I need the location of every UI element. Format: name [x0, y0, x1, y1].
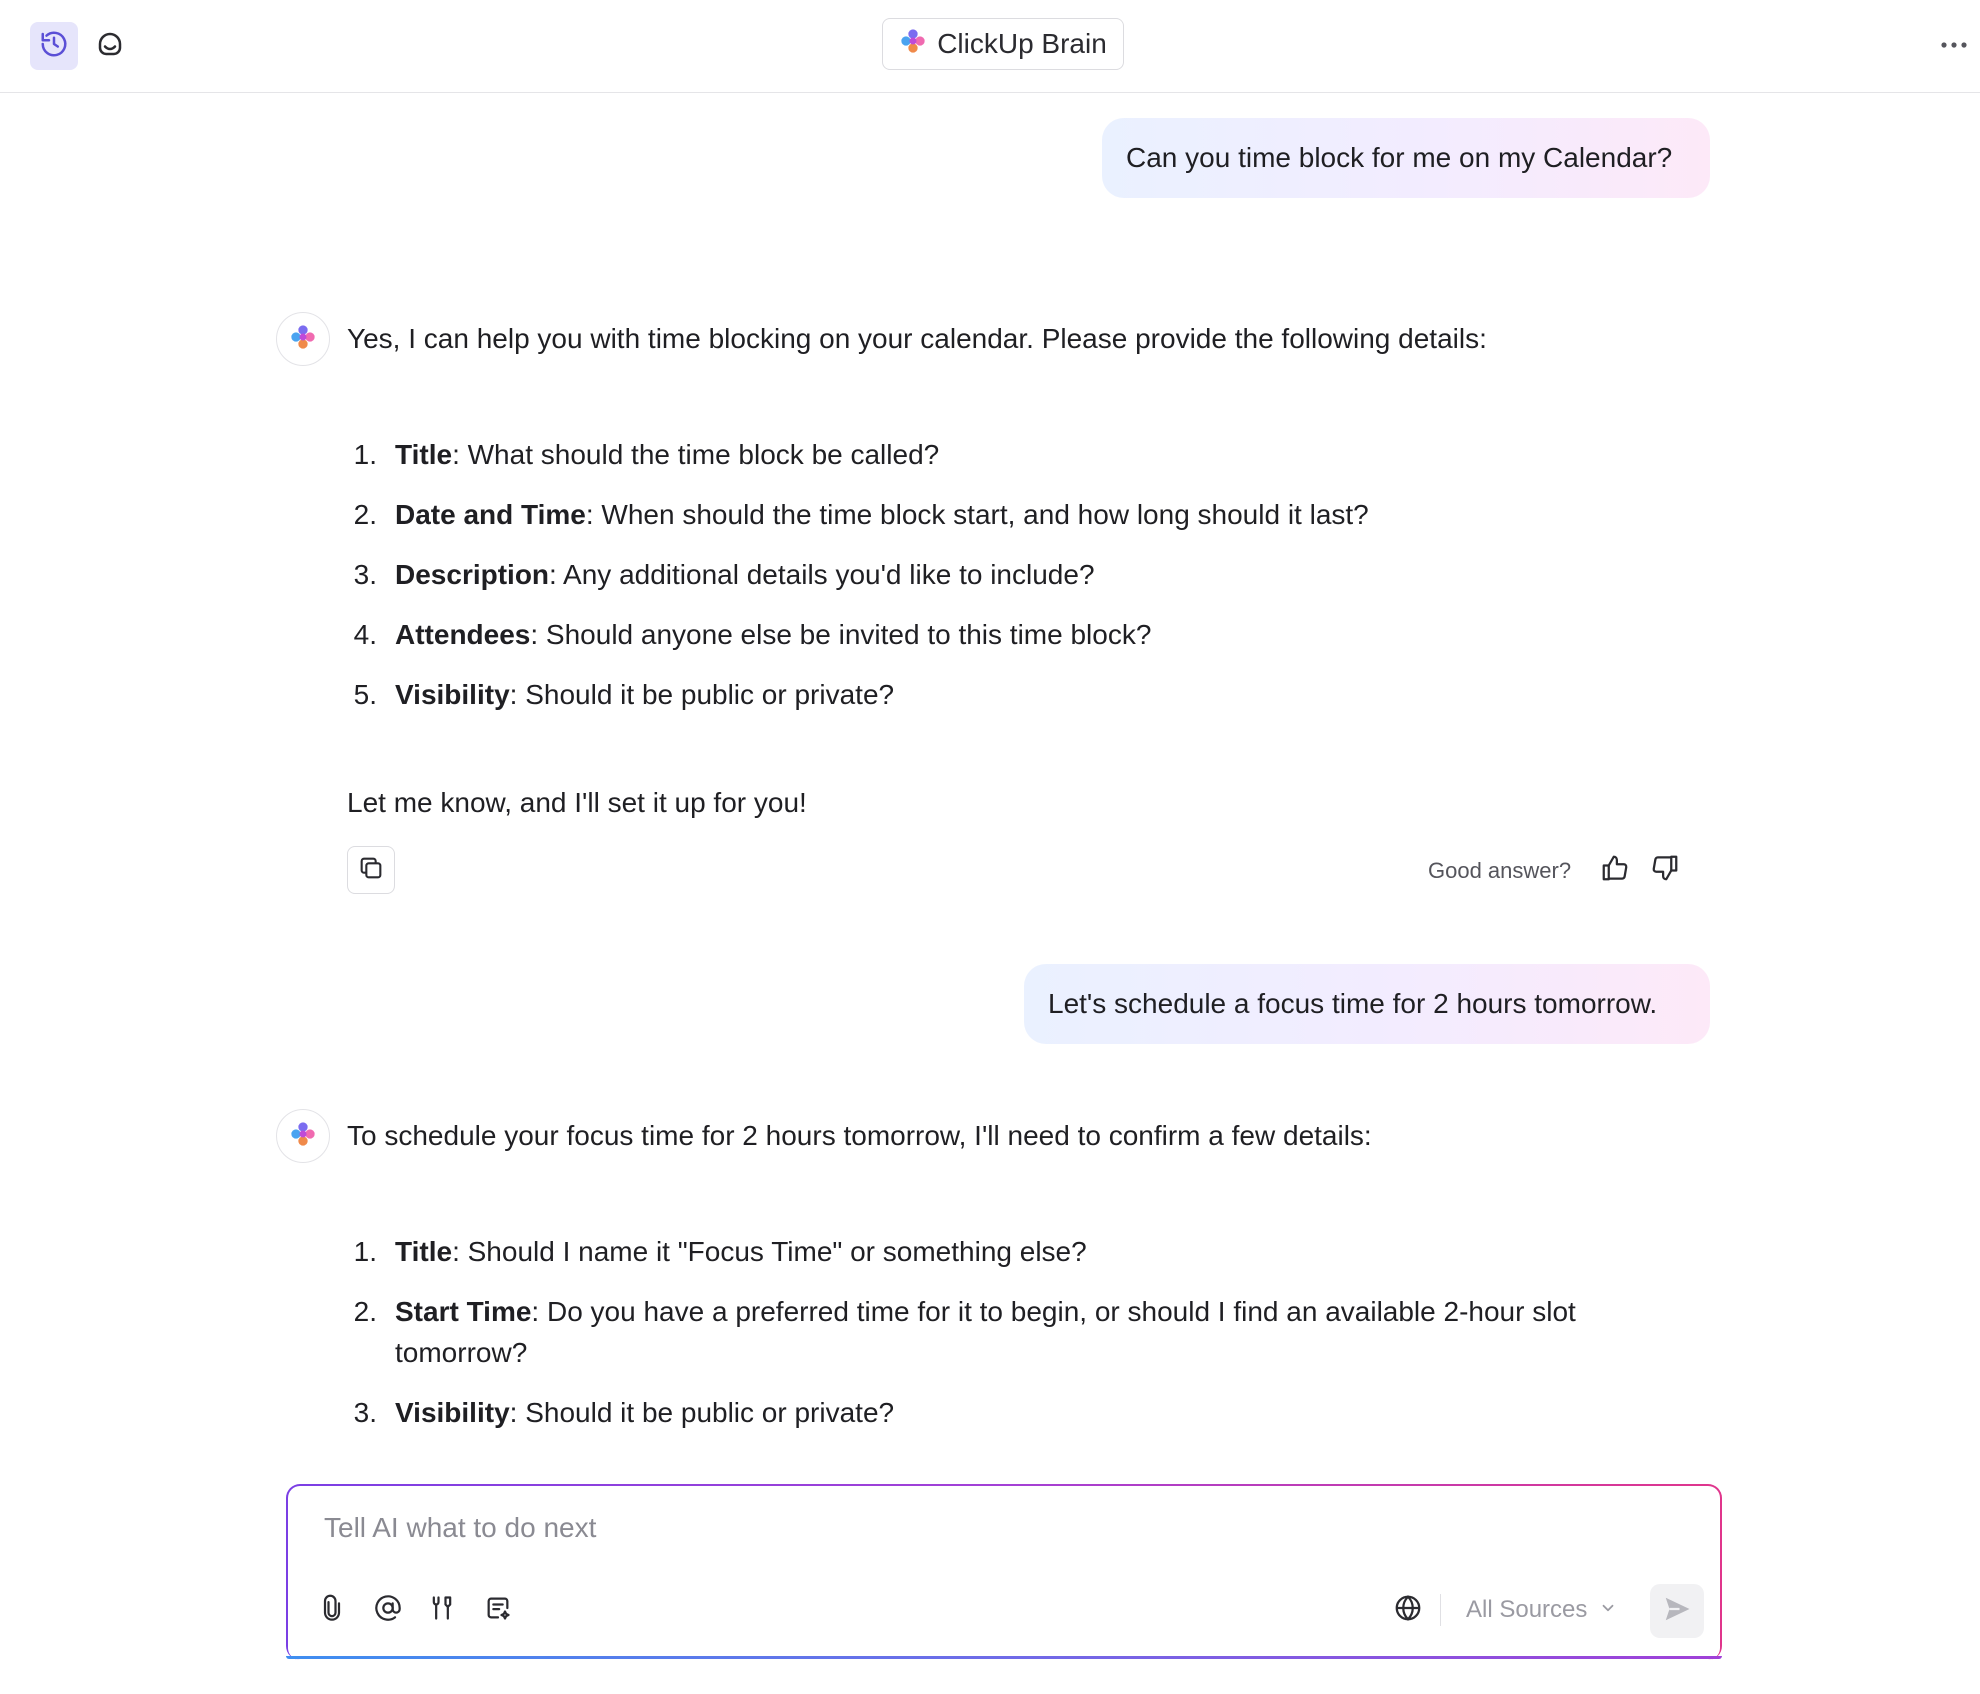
- mention-button[interactable]: [368, 1590, 408, 1630]
- user-message-bubble: [1102, 118, 1710, 198]
- web-search-button[interactable]: [1388, 1590, 1428, 1630]
- list-item: 1. Title: What should the time block be called?: [353, 439, 940, 470]
- ai-message-intro: Yes, I can help you with time blocking on your calendar. Please provide the following details:: [347, 323, 1487, 354]
- ai-avatar: [276, 312, 330, 366]
- list-item: 3. Visibility: Should it be public or private?: [353, 1397, 895, 1428]
- composer-border-accent: [286, 1656, 1722, 1659]
- thumbs-down-icon: [1650, 853, 1680, 888]
- list-item: 4. Attendees: Should anyone else be invited to this time block?: [353, 619, 1152, 650]
- history-icon: [39, 29, 69, 64]
- ai-message-intro: To schedule your focus time for 2 hours tomorrow, I'll need to confirm a few details:: [347, 1120, 1372, 1151]
- tools-button[interactable]: [422, 1590, 462, 1630]
- ai-message-outro: Let me know, and I'll set it up for you!: [347, 787, 807, 818]
- sources-label: All Sources: [1466, 1596, 1588, 1623]
- template-icon: [484, 1594, 512, 1627]
- user-message-text: Let's schedule a focus time for 2 hours tomorrow.: [1048, 988, 1658, 1019]
- top-bar: [0, 0, 1980, 93]
- tools-icon: [428, 1594, 456, 1627]
- more-options-button[interactable]: [1930, 22, 1978, 70]
- app-title: ClickUp Brain: [937, 28, 1107, 59]
- thumbs-up-icon: [1600, 853, 1630, 888]
- history-button[interactable]: [30, 22, 78, 70]
- prompt-input[interactable]: [324, 1512, 1524, 1544]
- globe-icon: [1393, 1593, 1423, 1628]
- inbox-icon: [95, 29, 125, 64]
- attach-icon: [318, 1594, 346, 1627]
- send-icon: [1662, 1594, 1692, 1629]
- send-button[interactable]: [1650, 1584, 1704, 1638]
- user-message-text: Can you time block for me on my Calendar?: [1126, 142, 1673, 173]
- list-item: 1. Title: Should I name it "Focus Time" or something else?: [353, 1236, 1087, 1267]
- toolbar-divider: [1440, 1594, 1441, 1626]
- ai-message-list: [347, 1231, 1715, 1452]
- more-horizontal-icon: [1939, 37, 1969, 55]
- list-item: 2. Start Time: Do you have a preferred time for it to begin, or should I find an available 2-hour slot tomorrow?: [353, 1296, 1576, 1368]
- ai-message-list: [347, 434, 1715, 734]
- brain-logo-icon: [289, 1120, 317, 1153]
- mention-icon: [374, 1594, 402, 1627]
- inbox-button[interactable]: [86, 22, 134, 70]
- feedback-label: Good answer?: [1428, 858, 1572, 883]
- brain-logo-icon: [289, 323, 317, 356]
- thumbs-up-button[interactable]: [1595, 850, 1635, 890]
- app-title-pill[interactable]: [882, 18, 1124, 70]
- copy-button[interactable]: [347, 846, 395, 894]
- user-message-bubble: [1024, 964, 1710, 1044]
- copy-icon: [357, 854, 385, 887]
- composer: [286, 1484, 1722, 1660]
- list-item: 2. Date and Time: When should the time block start, and how long should it last?: [353, 499, 1369, 530]
- attach-button[interactable]: [312, 1590, 352, 1630]
- template-button[interactable]: [478, 1590, 518, 1630]
- list-item: 5. Visibility: Should it be public or private?: [353, 679, 895, 710]
- composer-body: [288, 1486, 1720, 1660]
- chevron-down-icon: [1599, 1596, 1617, 1624]
- sources-dropdown[interactable]: [1466, 1592, 1617, 1628]
- brain-logo-icon: [899, 27, 927, 62]
- list-item: 3. Description: Any additional details you'd like to include?: [353, 559, 1095, 590]
- ai-avatar: [276, 1109, 330, 1163]
- thumbs-down-button[interactable]: [1645, 850, 1685, 890]
